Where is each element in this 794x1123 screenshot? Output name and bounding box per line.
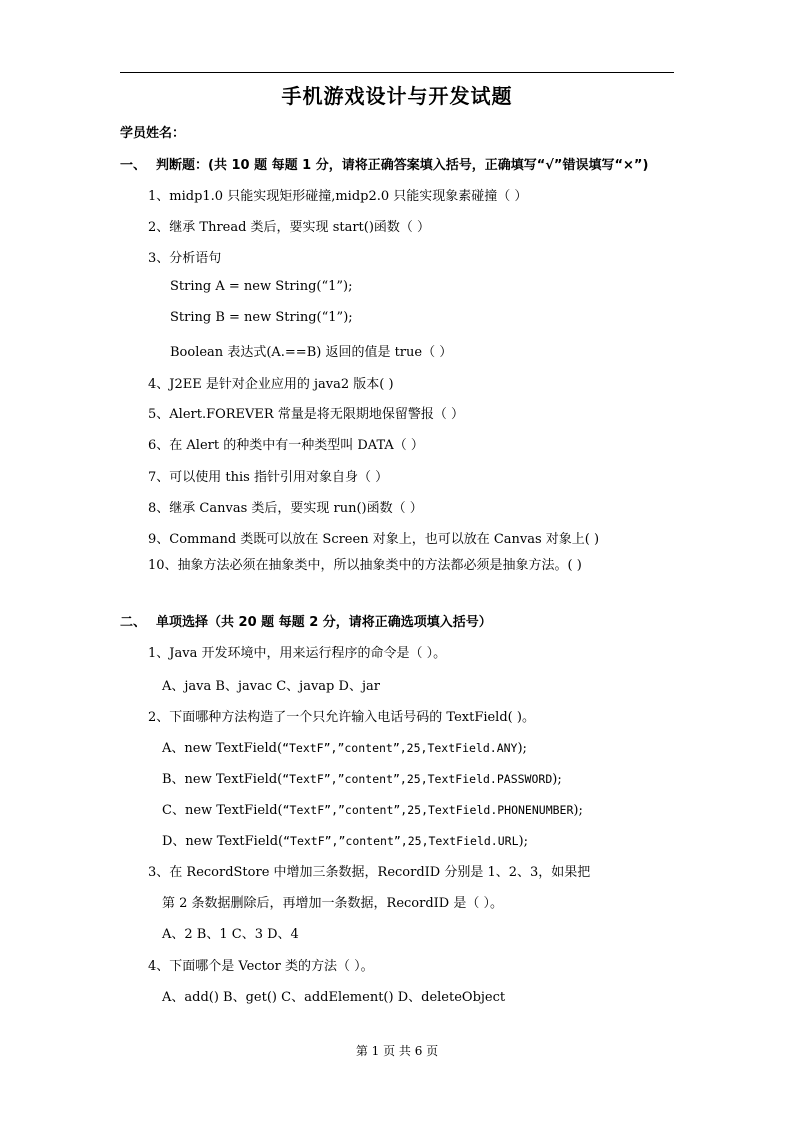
- student-name-label: 学员姓名：: [120, 126, 186, 141]
- mc-question-2-option-a: [162, 737, 527, 756]
- header-rule: [120, 72, 674, 73]
- tf-question-9: 9、Command 类既可以放在 Screen 对象上，也可以放在 Canvas 对象上( ): [148, 532, 600, 547]
- option-code: “TextF”,”content”,25,TextField.URL: [283, 834, 519, 848]
- section-1-title: 判断题：(共 10 题 每题 1 分，请将正确答案填入括号，正确填写“√”错误填写“×”): [156, 158, 649, 173]
- mc-question-3-line-2: 第 2 条数据删除后，再增加一条数据，RecordID 是（ ）。: [162, 896, 503, 911]
- mc-question-2-option-d: [162, 830, 528, 849]
- option-code: “TextF”,”content”,25,TextField.ANY: [282, 741, 518, 755]
- tf-question-8: 8、继承 Canvas 类后，要实现 run()函数（ ）: [148, 501, 423, 516]
- mc-question-2: 2、下面哪种方法构造了一个只允许输入电话号码的 TextField( )。: [148, 710, 535, 725]
- option-prefix: B、new TextField(: [162, 772, 283, 787]
- tf-question-3-code-line-2: String B = new String(“1”);: [170, 310, 353, 325]
- tf-question-1: 1、midp1.0 只能实现矩形碰撞,midp2.0 只能实现象素碰撞（ ）: [148, 189, 528, 204]
- section-2-number: 二、: [120, 615, 147, 630]
- option-prefix: C、new TextField(: [162, 803, 283, 818]
- tf-question-2: 2、继承 Thread 类后，要实现 start()函数（ ）: [148, 220, 431, 235]
- mc-question-1-options: A、java B、javac C、javap D、jar: [162, 679, 380, 694]
- mc-question-1: 1、Java 开发环境中，用来运行程序的命令是（ ）。: [148, 646, 447, 661]
- tf-question-4: 4、J2EE 是针对企业应用的 java2 版本( ): [148, 377, 394, 392]
- tf-question-3: 3、分析语句: [148, 251, 222, 266]
- mc-question-2-option-c: [162, 799, 583, 818]
- tf-question-10: 10、抽象方法必须在抽象类中，所以抽象类中的方法都必须是抽象方法。( ): [148, 558, 582, 573]
- page-title: 手机游戏设计与开发试题: [281, 84, 513, 108]
- option-prefix: D、new TextField(: [162, 834, 284, 849]
- option-prefix: A、new TextField(: [162, 741, 283, 756]
- mc-question-2-option-b: [162, 768, 562, 787]
- mc-question-3-options: A、2 B、1 C、3 D、4: [162, 927, 299, 942]
- section-1-number: 一、: [120, 158, 147, 173]
- page-footer: 第 1 页 共 6 页: [355, 1044, 439, 1058]
- tf-question-7: 7、可以使用 this 指针引用对象自身（ ）: [148, 470, 389, 485]
- section-2-title: 单项选择（共 20 题 每题 2 分，请将正确选项填入括号）: [156, 615, 492, 630]
- option-code: “TextF”,”content”,25,TextField.PHONENUMBER: [282, 803, 574, 817]
- tf-question-3-code-line-1: String A = new String(“1”);: [170, 279, 353, 294]
- mc-question-4: 4、下面哪个是 Vector 类的方法（ ）。: [148, 959, 374, 974]
- mc-question-4-options: A、add() B、get() C、addElement() D、deleteObject: [162, 990, 506, 1005]
- option-suffix: );: [573, 803, 583, 818]
- tf-question-6: 6、在 Alert 的种类中有一种类型叫 DATA（ ）: [148, 438, 424, 453]
- option-code: “TextF”,”content”,25,TextField.PASSWORD: [282, 772, 553, 786]
- tf-question-5: 5、Alert.FOREVER 常量是将无限期地保留警报（ ）: [148, 407, 464, 422]
- option-suffix: );: [517, 741, 527, 756]
- mc-question-3-line-1: 3、在 RecordStore 中增加三条数据，RecordID 分别是 1、2、3，如果把: [148, 865, 591, 880]
- option-suffix: );: [518, 834, 528, 849]
- section-2-heading: [120, 611, 492, 630]
- option-suffix: );: [552, 772, 562, 787]
- tf-question-3-statement: Boolean 表达式(A.==B) 返回的值是 true（ ）: [170, 345, 453, 360]
- section-1-heading: [120, 154, 648, 173]
